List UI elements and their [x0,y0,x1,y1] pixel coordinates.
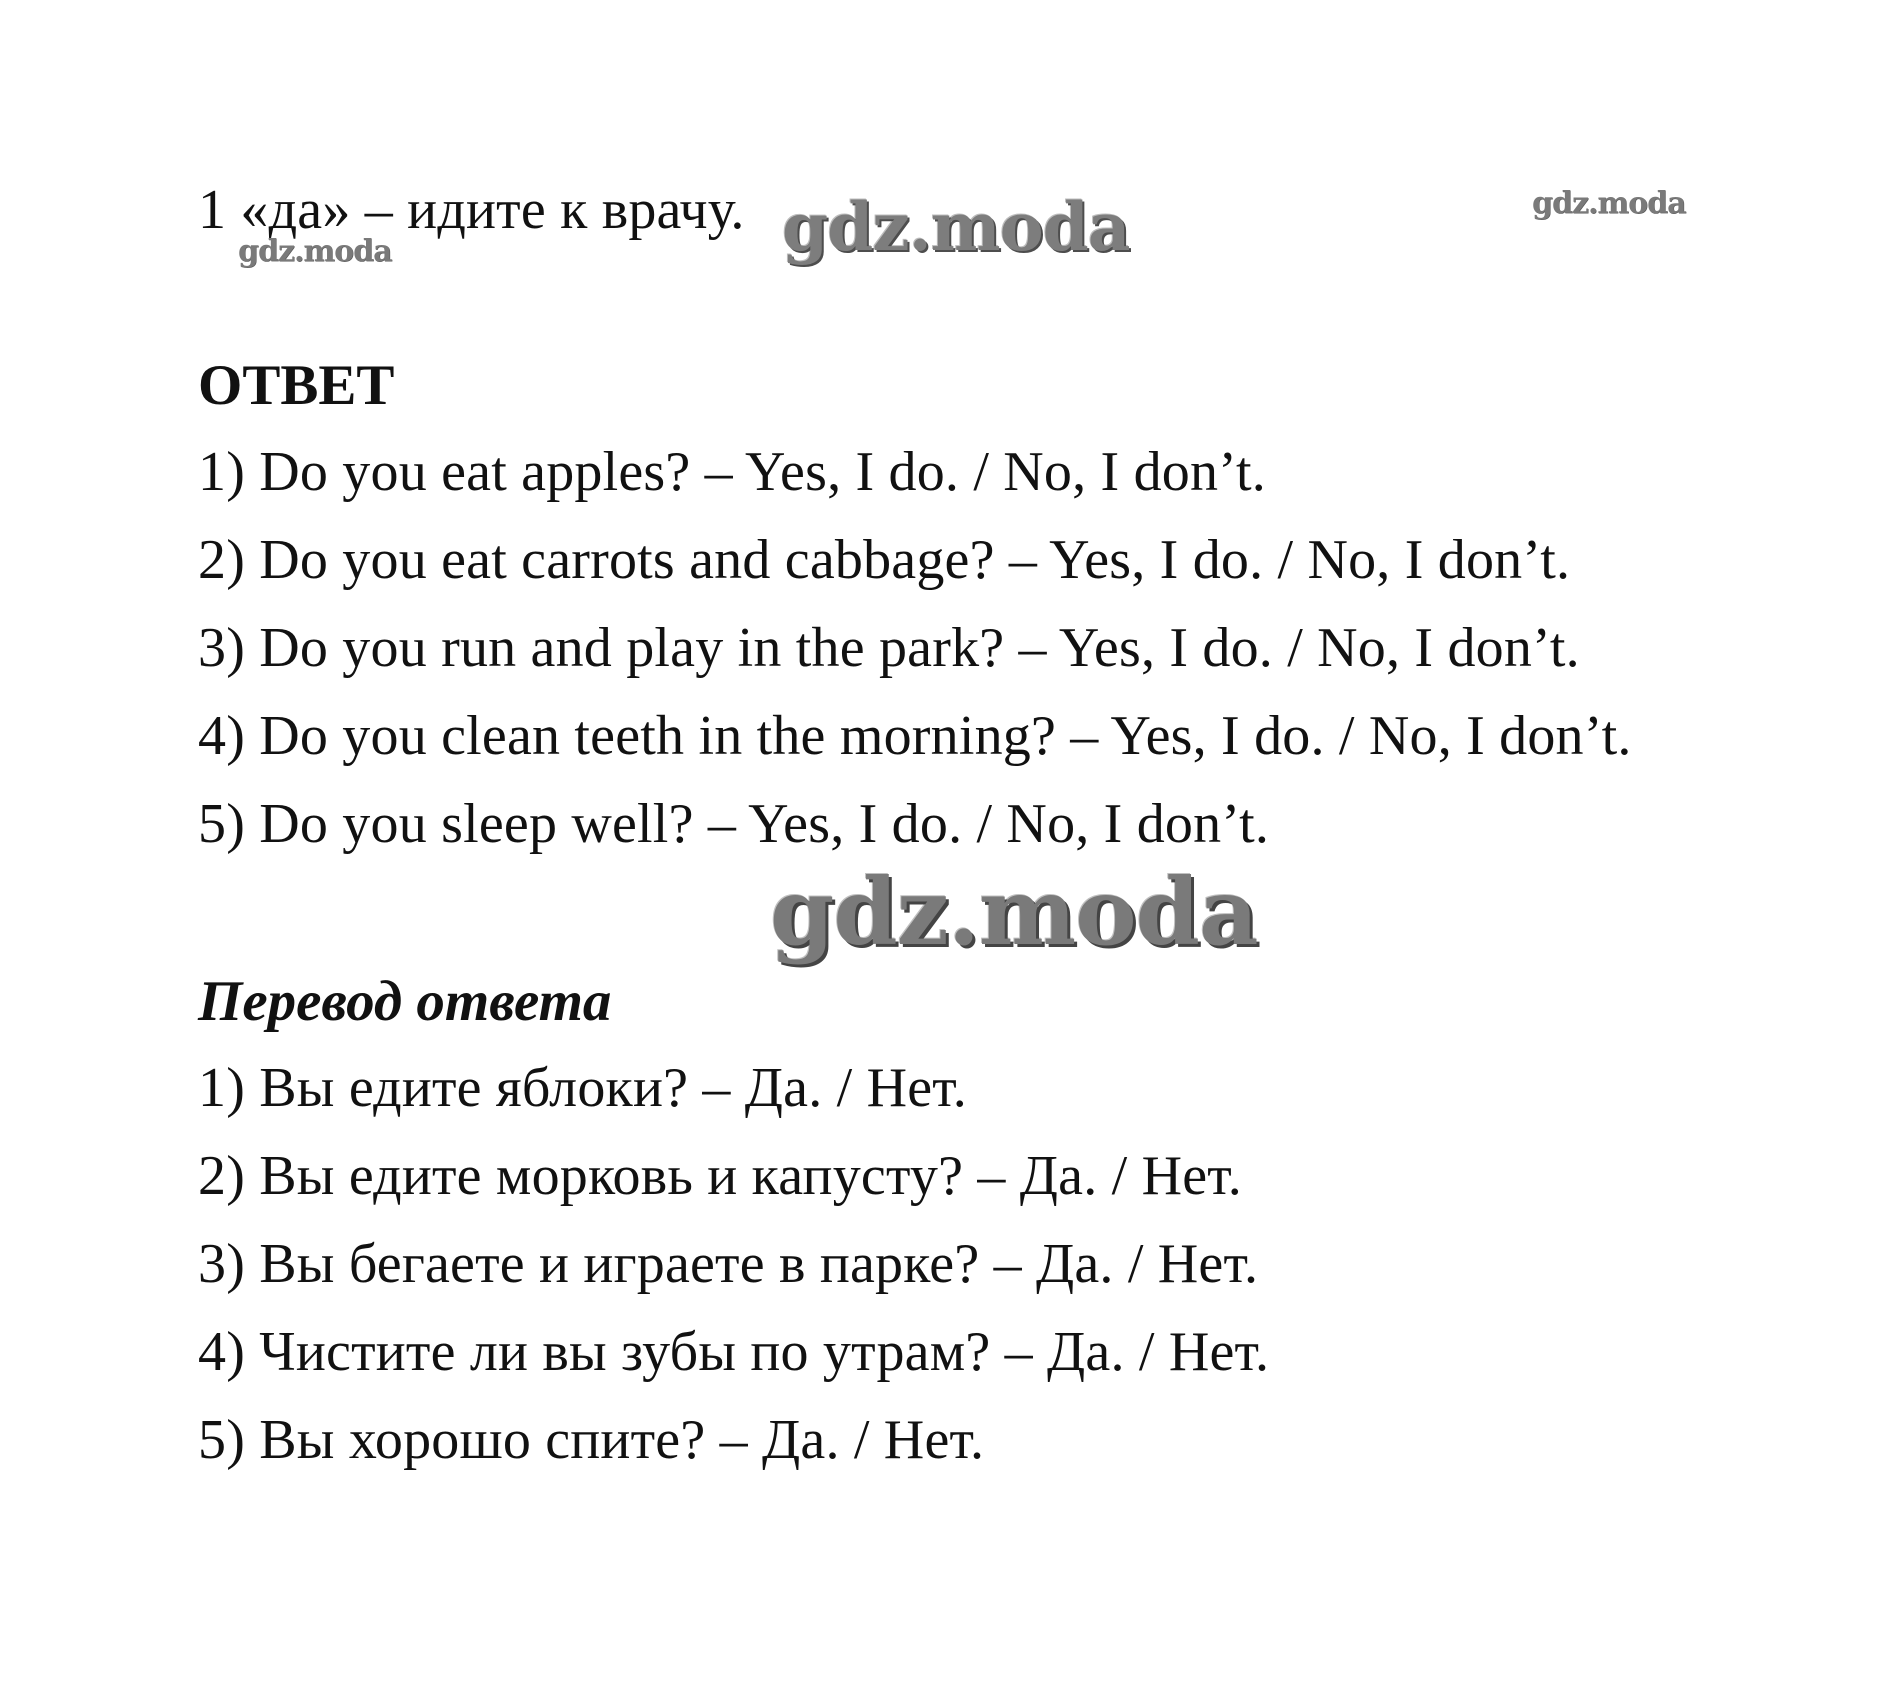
answer-line-1: 1) Do you eat apples? – Yes, I do. / No, I don’t. [198,441,1266,503]
translation-heading: Перевод ответа [198,970,612,1033]
watermark-top-center: gdz.moda [782,188,1130,266]
translation-line-3: 3) Вы бегаете и играете в парке? – Да. / Нет. [198,1233,1259,1295]
translation-line-2: 2) Вы едите морковь и капусту? – Да. / Нет. [198,1145,1242,1207]
answer-heading: ОТВЕТ [198,354,395,417]
answer-line-2: 2) Do you eat carrots and cabbage? – Yes, I do. / No, I don’t. [198,529,1571,591]
intro-line: 1 «да» – идите к врачу. [198,179,745,241]
watermark-center-large: gdz.moda [770,858,1258,966]
translation-line-1: 1) Вы едите яблоки? – Да. / Нет. [198,1057,967,1119]
watermark-small-left: gdz.moda [238,234,392,269]
translation-line-5: 5) Вы хорошо спите? – Да. / Нет. [198,1409,985,1471]
translation-line-4: 4) Чистите ли вы зубы по утрам? – Да. / Нет. [198,1321,1270,1383]
watermark-small-right: gdz.moda [1532,186,1686,221]
answer-line-4: 4) Do you clean teeth in the morning? – Yes, I do. / No, I don’t. [198,705,1632,767]
answer-line-5: 5) Do you sleep well? – Yes, I do. / No, I don’t. [198,793,1270,855]
answer-line-3: 3) Do you run and play in the park? – Yes, I do. / No, I don’t. [198,617,1580,679]
